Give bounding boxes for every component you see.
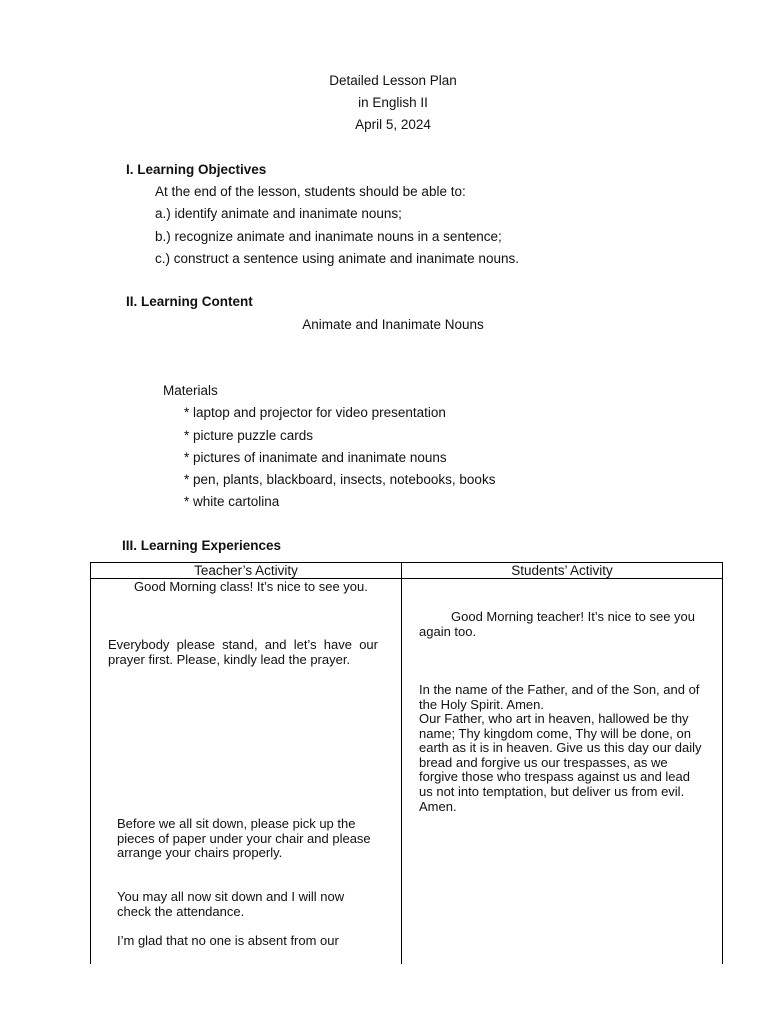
students-prayer-sign-of-cross: In the name of the Father, and of the Son, and of the Holy Spirit. Amen. bbox=[419, 682, 700, 712]
students-greeting: Good Morning teacher! It’s nice to see you again too. bbox=[419, 609, 696, 639]
materials-item: * pen, plants, blackboard, insects, notebooks, books bbox=[184, 472, 496, 487]
objectives-intro: At the end of the lesson, students should be able to: bbox=[155, 184, 466, 199]
document-subject: in English II bbox=[358, 95, 428, 110]
students-prayer-our-father: Our Father, who art in heaven, hallowed be thy name; Thy kingdom come, Thy will be done, on earth as it is in heaven. Give us this day our daily bread and forgive us our trespasses, as we forgive those who trespass against us and lead us not into temptation, but deliver us from evil. Amen. bbox=[419, 711, 702, 814]
content-heading: II. Learning Content bbox=[126, 294, 253, 309]
objective-item: b.) recognize animate and inanimate nouns in a sentence; bbox=[155, 229, 502, 244]
objectives-heading: I. Learning Objectives bbox=[126, 162, 267, 177]
objective-item: a.) identify animate and inanimate nouns; bbox=[155, 206, 402, 221]
teacher-attendance-remark: I’m glad that no one is absent from our bbox=[117, 933, 339, 948]
materials-item: * white cartolina bbox=[184, 494, 280, 509]
teacher-attendance-instruction: You may all now sit down and I will now check the attendance. bbox=[117, 889, 345, 919]
teacher-activity-header: Teacher’s Activity bbox=[91, 563, 402, 579]
teacher-prayer-instruction: Everybody please stand, and let’s have our prayer first. Please, kindly lead the prayer. bbox=[108, 637, 378, 667]
document-title: Detailed Lesson Plan bbox=[329, 73, 457, 88]
students-activity-cell bbox=[402, 579, 723, 965]
objective-item: c.) construct a sentence using animate and inanimate nouns. bbox=[155, 251, 519, 266]
document-date: April 5, 2024 bbox=[355, 117, 431, 132]
teacher-greeting: Good Morning class! It’s nice to see you. bbox=[134, 579, 368, 594]
experiences-heading: III. Learning Experiences bbox=[122, 538, 282, 553]
content-topic: Animate and Inanimate Nouns bbox=[302, 317, 484, 332]
materials-item: * picture puzzle cards bbox=[184, 428, 314, 443]
teacher-activity-cell bbox=[91, 579, 402, 965]
teacher-paper-instruction: Before we all sit down, please pick up the pieces of paper under your chair and please arrange your chairs properly. bbox=[117, 816, 371, 861]
students-activity-header: Students’ Activity bbox=[402, 563, 723, 579]
materials-item: * pictures of inanimate and inanimate nouns bbox=[184, 450, 447, 465]
learning-experiences-table bbox=[90, 562, 723, 964]
materials-item: * laptop and projector for video presentation bbox=[184, 405, 446, 420]
materials-label: Materials bbox=[163, 383, 218, 398]
